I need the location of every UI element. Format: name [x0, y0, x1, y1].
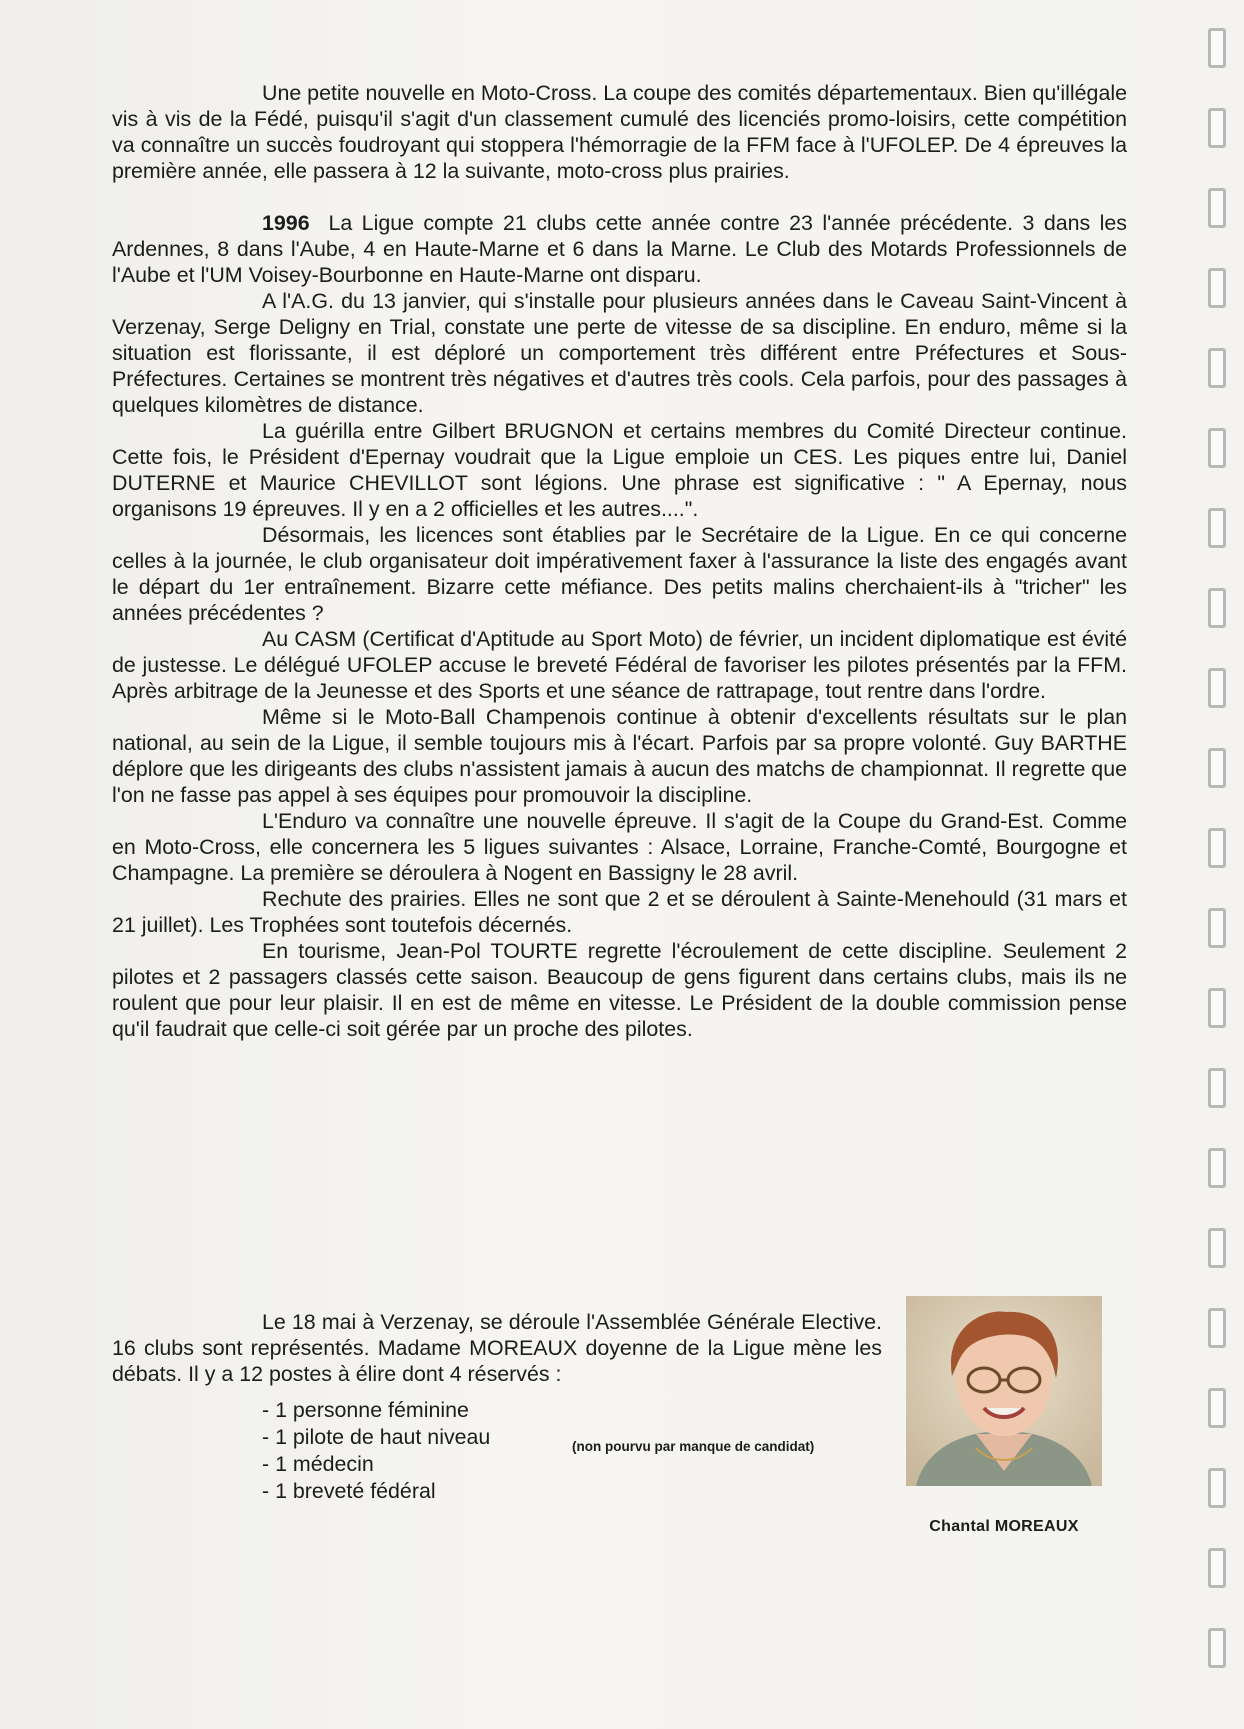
paragraph-moto-ball: Même si le Moto-Ball Champenois continue à obtenir d'excellents résultats sur le plan national, au sein de la Ligue, il semble toujours mis à l'écart. Parfois par sa propre volonté. Guy BARTHE déplore que les dirigeants des clubs n'assistent jamais à aucun des matchs de championnat. Il regrette que l'on ne fasse pas appel à ses équipes pour promouvoir la discipline. — [112, 705, 1127, 807]
paragraph-1996-clubs — [112, 210, 1127, 288]
photo-caption: Chantal MOREAUX — [929, 1518, 1079, 1535]
binding-ring — [1208, 1388, 1226, 1428]
binding-ring — [1208, 428, 1226, 468]
binding-ring — [1208, 748, 1226, 788]
binding-ring — [1208, 1148, 1226, 1188]
reserved-note: (non pourvu par manque de candidat) — [572, 1439, 815, 1454]
binding-ring — [1208, 108, 1226, 148]
binding-ring — [1208, 588, 1226, 628]
binding-ring — [1208, 1468, 1226, 1508]
list-item: - 1 personne féminine — [262, 1398, 469, 1422]
binding-ring — [1208, 1068, 1226, 1108]
paragraph-licences: Désormais, les licences sont établies par le Secrétaire de la Ligue. En ce qui concerne celles à la journée, le club organisateur doit impérativement faxer à l'assurance la liste des engagés avant le départ du 1er entraînement. Bizarre cette méfiance. Des petits malins cherchaient-ils à "tricher" les années précédentes ? — [112, 523, 1127, 625]
paragraph-1996-text: La Ligue compte 21 clubs cette année contre 23 l'année précédente. 3 dans les Ardennes, 8 dans l'Aube, 4 en Haute-Marne et 6 dans la Marne. Le Club des Motards Professionnels de l'Aube et l'UM Voisey-Bourbonne en Haute-Marne ont disparu. — [112, 211, 1127, 287]
portrait-illustration — [906, 1296, 1102, 1486]
binding-ring — [1208, 988, 1226, 1028]
binding-ring — [1208, 268, 1226, 308]
paragraph-prairies: Rechute des prairies. Elles ne sont que 2 et se déroulent à Sainte-Menehould (31 mars et 21 juillet). Les Trophées sont toutefois décernés. — [112, 887, 1127, 937]
binding-ring — [1208, 188, 1226, 228]
binding-ring — [1208, 28, 1226, 68]
paragraph-moto-cross: Une petite nouvelle en Moto-Cross. La coupe des comités départementaux. Bien qu'illégale vis à vis de la Fédé, puisqu'il s'agit d'un classement cumulé des licenciés promo-loisirs, cette compétition va connaître un succès foudroyant qui stoppera l'hémorragie de la FFM face à l'UFOLEP. De 4 épreuves la première année, elle passera à 12 la suivante, moto-cross plus prairies. — [112, 81, 1127, 183]
binding-ring — [1208, 668, 1226, 708]
paragraph-assemblee: Le 18 mai à Verzenay, se déroule l'Assemblée Générale Elective. 16 clubs sont représentés. Madame MOREAUX doyenne de la Ligue mène les débats. Il y a 12 postes à élire dont 4 réservés : — [112, 1310, 882, 1386]
binding-ring — [1208, 508, 1226, 548]
binding-ring — [1208, 908, 1226, 948]
reserved-list-wrap — [112, 1397, 882, 1505]
list-item: - 1 breveté fédéral — [262, 1479, 436, 1503]
assemblee-section — [112, 1309, 882, 1505]
binding-ring — [1208, 348, 1226, 388]
year-heading: 1996 — [262, 211, 310, 235]
paragraph-enduro: L'Enduro va connaître une nouvelle épreuve. Il s'agit de la Coupe du Grand-Est. Comme en Moto-Cross, elle concernera les 5 ligues suivantes : Alsace, Lorraine, Franche-Comté, Bourgogne et Champagne. La première se déroulera à Nogent en Bassigny le 28 avril. — [112, 809, 1127, 885]
binding-ring — [1208, 1228, 1226, 1268]
list-item: - 1 pilote de haut niveau — [262, 1425, 491, 1449]
paragraph-ag-janvier: A l'A.G. du 13 janvier, qui s'installe pour plusieurs années dans le Caveau Saint-Vincent à Verzenay, Serge Deligny en Trial, constate une perte de vitesse de sa discipline. En enduro, même si la situation est florissante, il est déploré un comportement très différent entre Préfectures et Sous-Préfectures. Certaines se montrent très négatives et d'autres très cools. Cela parfois, pour des passages à quelques kilomètres de distance. — [112, 289, 1127, 417]
binding-ring — [1208, 1308, 1226, 1348]
paragraph-tourisme: En tourisme, Jean-Pol TOURTE regrette l'écroulement de cette discipline. Seulement 2 pilotes et 2 passagers classés cette saison. Beaucoup de gens figurent dans certains clubs, mais ils ne roulent que pour leur plaisir. Il en est de même en vitesse. Le Président de la double commission pense qu'il faudrait que celle-ci soit gérée par un proche des pilotes. — [112, 939, 1127, 1041]
binding-ring — [1208, 828, 1226, 868]
list-item: - 1 médecin — [262, 1452, 374, 1476]
article-body — [112, 80, 1127, 1042]
binding-holes — [1208, 28, 1226, 1728]
paragraph-casm: Au CASM (Certificat d'Aptitude au Sport Moto) de février, un incident diplomatique est évité de justesse. Le délégué UFOLEP accuse le breveté Fédéral de favoriser les pilotes présentés par la FFM. Après arbitrage de la Jeunesse et des Sports et une séance de rattrapage, tout rentre dans l'ordre. — [112, 627, 1127, 703]
binding-ring — [1208, 1548, 1226, 1588]
portrait-photo — [906, 1296, 1102, 1486]
paragraph-guerilla: La guérilla entre Gilbert BRUGNON et certains membres du Comité Directeur continue. Cette fois, le Président d'Epernay voudrait que la Ligue emploie un CES. Les piques entre lui, Daniel DUTERNE et Maurice CHEVILLOT sont légions. Une phrase est significative : " A Epernay, nous organisons 19 épreuves. Il y en a 2 officielles et les autres....". — [112, 419, 1127, 521]
binding-ring — [1208, 1628, 1226, 1668]
